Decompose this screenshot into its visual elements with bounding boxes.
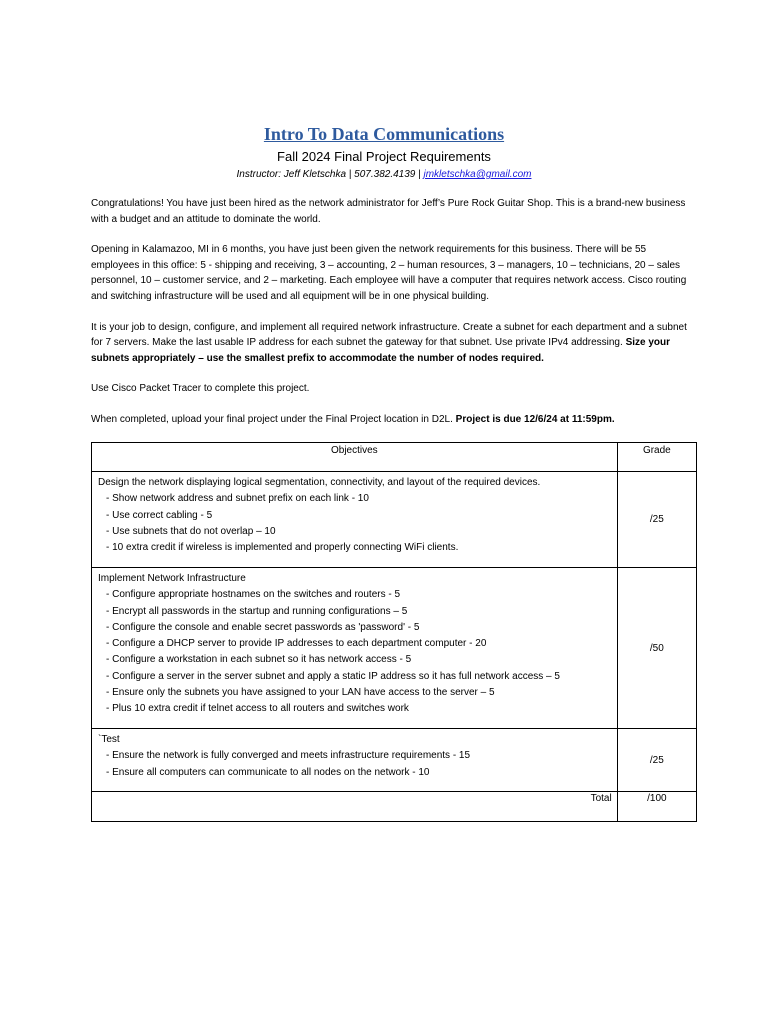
table-header-row — [92, 443, 697, 472]
list-item: - Configure the console and enable secret passwords as 'password' - 5 — [106, 621, 420, 633]
section-heading: Design the network displaying logical segmentation, connectivity, and layout of the required devices. — [98, 477, 541, 488]
objectives-header: Objectives — [92, 443, 618, 472]
table-row — [92, 729, 697, 792]
total-row — [92, 792, 697, 822]
design-text: It is your job to design, configure, and implement all required network infrastructure. Create a subnet for each department and a subnet for 7 servers. Make the last usable IP address for each subnet the gateway for that subnet. Use private IPv4 addressing. — [91, 321, 687, 349]
grade-cell: /50 — [617, 568, 696, 729]
objective-cell — [92, 568, 618, 729]
list-item: - Plus 10 extra credit if telnet access to all routers and switches work — [106, 703, 409, 715]
document-body — [91, 196, 697, 443]
list-item: - Configure appropriate hostnames on the switches and routers - 5 — [106, 589, 401, 601]
table-row — [92, 472, 697, 568]
tool-paragraph: Use Cisco Packet Tracer to complete this project. — [91, 383, 310, 395]
due-text: When completed, upload your final project under the Final Project location in D2L. — [91, 413, 456, 425]
list-item: - Configure a server in the server subnet and apply a static IP address so it has full network access – 5 — [106, 670, 560, 682]
table-row — [92, 568, 697, 729]
requirements-paragraph: Opening in Kalamazoo, MI in 6 months, you have just been given the network requirements for this business. There will be 55 employees in this office: 5 - shipping and receiving, 3 – accounting, 2 – human resources, 3 – managers, 10 – technicians, 20 – sales personnel, 10 – customer service, and 2 – marketing. Each employee will have a computer that requires network access. Cisco routing and switching infrastructure will be used and all equipment will be in one physical building. — [91, 244, 687, 302]
document-subtitle: Fall 2024 Final Project Requirements — [277, 149, 491, 164]
objectives-table — [91, 442, 697, 822]
instructor-info: Instructor: Jeff Kletschka | 507.382.4139 | — [236, 169, 424, 180]
list-item: - Show network address and subnet prefix on each link - 10 — [106, 493, 369, 505]
grade-cell: /25 — [617, 729, 696, 792]
list-item: - Use correct cabling - 5 — [106, 509, 213, 521]
list-item: - Encrypt all passwords in the startup and running configurations – 5 — [106, 605, 408, 617]
section-heading: Implement Network Infrastructure — [98, 573, 246, 584]
intro-paragraph: Congratulations! You have just been hired as the network administrator for Jeff’s Pure Rock Guitar Shop. This is a brand-new business with a budget and an attitude to dominate the world. — [91, 198, 686, 225]
instructor-email-link[interactable]: jmkletschka@gmail.com — [423, 169, 532, 180]
list-item: - Ensure only the subnets you have assigned to your LAN have access to the server – 5 — [106, 687, 495, 699]
total-value: /100 — [617, 792, 696, 822]
due-paragraph — [91, 412, 697, 428]
design-paragraph — [91, 320, 697, 367]
list-item: - Configure a DHCP server to provide IP addresses to each department computer - 20 — [106, 638, 487, 650]
list-item: - Ensure all computers can communicate to all nodes on the network - 10 — [106, 766, 430, 778]
total-label: Total — [92, 792, 618, 822]
objective-cell — [92, 472, 618, 568]
section-heading: `Test — [98, 734, 120, 745]
document-header — [0, 122, 768, 183]
due-date: Project is due 12/6/24 at 11:59pm. — [455, 413, 615, 425]
list-item: - 10 extra credit if wireless is implemented and properly connecting WiFi clients. — [106, 542, 459, 554]
design-emphasis: Size your subnets appropriately – use the smallest prefix to accommodate the number of nodes required. — [91, 337, 671, 364]
list-item: - Use subnets that do not overlap – 10 — [106, 525, 276, 537]
document-title: Intro To Data Communications — [263, 124, 505, 144]
instructor-line — [0, 167, 768, 183]
list-item: - Configure a workstation in each subnet so it has network access - 5 — [106, 654, 412, 666]
objective-cell — [92, 729, 618, 792]
grade-header: Grade — [617, 443, 696, 472]
grade-cell: /25 — [617, 472, 696, 568]
list-item: - Ensure the network is fully converged and meets infrastructure requirements - 15 — [106, 750, 471, 762]
